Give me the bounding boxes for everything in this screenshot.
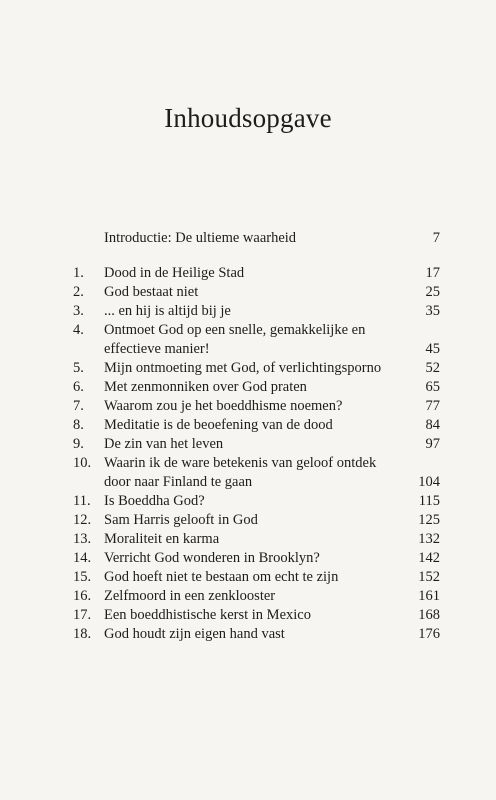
- toc-entry-page: 125: [418, 512, 440, 528]
- toc-entry-page: 142: [418, 550, 440, 566]
- toc-entry-page: 52: [425, 360, 440, 376]
- toc-entry-page: 132: [418, 531, 440, 547]
- toc-entry-title-line: Verricht God wonderen in Brooklyn?: [104, 550, 320, 566]
- toc-entry: [73, 511, 440, 530]
- toc-entry-number: 17.: [73, 607, 92, 623]
- toc-entry-title-line: Sam Harris gelooft in God: [104, 512, 258, 528]
- toc-entry-number: 16.: [73, 588, 92, 604]
- toc-entry-page: 84: [425, 417, 440, 433]
- toc-entry-title-line: Waarom zou je het boeddhisme noemen?: [104, 398, 343, 414]
- toc-entry-title: [104, 625, 404, 644]
- toc-entry-number: 11.: [73, 493, 91, 509]
- toc-entry-number: 7.: [73, 398, 84, 414]
- toc-entry-number: 5.: [73, 360, 84, 376]
- toc-entry-title: [104, 568, 404, 587]
- toc-entry-title: [104, 359, 404, 378]
- toc-entry-title-line: Mijn ontmoeting met God, of verlichtingsporno: [104, 360, 382, 376]
- toc-entry-page: 152: [418, 569, 440, 585]
- toc-entry-title: [104, 511, 404, 530]
- toc-entry: [73, 587, 440, 606]
- toc-entry: [73, 302, 440, 321]
- toc-entry-title: [104, 435, 404, 454]
- toc-entry-title: [104, 549, 404, 568]
- toc-entry-title-line: Is Boeddha God?: [104, 493, 205, 509]
- toc-entry-number: 15.: [73, 569, 92, 585]
- toc-entry-title-line: effectieve manier!: [104, 341, 210, 357]
- page-title: Inhoudsopgave: [164, 103, 332, 133]
- toc-entry-title: [104, 454, 404, 492]
- toc-entry-title-line: Waarin ik de ware betekenis van geloof ontdek: [104, 455, 377, 471]
- toc-entry-title: [104, 492, 404, 511]
- toc-entry-title-line: Ontmoet God op een snelle, gemakkelijke en: [104, 322, 366, 338]
- toc-intro-entry: [104, 229, 440, 248]
- toc-entry-title-line: De zin van het leven: [104, 436, 224, 452]
- toc-entry-title: [104, 378, 404, 397]
- toc-entry-page: 45: [425, 341, 440, 357]
- toc-entry: [73, 359, 440, 378]
- toc-entry: [73, 492, 440, 511]
- toc-entry-number: 3.: [73, 303, 84, 319]
- toc-entry-title: [104, 283, 404, 302]
- toc-entry: [73, 568, 440, 587]
- toc-entry-number: 4.: [73, 322, 84, 338]
- toc-intro-title: Introductie: De ultieme waarheid: [104, 230, 297, 246]
- toc-entry-title-line: Zelfmoord in een zenklooster: [104, 588, 276, 604]
- toc-entry-title: [104, 397, 404, 416]
- toc-entry-title: [104, 302, 404, 321]
- toc-entry-title-line: Een boeddhistische kerst in Mexico: [104, 607, 311, 623]
- toc-entry-number: 8.: [73, 417, 84, 433]
- toc-intro-page: 7: [432, 230, 440, 246]
- toc-entry-number: 13.: [73, 531, 92, 547]
- toc-entry-page: 97: [425, 436, 440, 452]
- toc-entry-title: [104, 321, 404, 359]
- toc-entry-title: [104, 587, 404, 606]
- toc-entry: [73, 283, 440, 302]
- toc-entry: [73, 549, 440, 568]
- toc-entry-number: 10.: [73, 455, 92, 471]
- toc-entry-number: 18.: [73, 626, 92, 642]
- toc-entry-page: 104: [418, 474, 440, 490]
- toc-entry-title-line: God bestaat niet: [104, 284, 199, 300]
- toc-entry-title-line: God hoeft niet te bestaan om echt te zijn: [104, 569, 339, 585]
- toc-entry: [73, 378, 440, 397]
- toc-entry-page: 168: [418, 607, 440, 623]
- toc-entry: [73, 321, 440, 359]
- toc-entry-page: 35: [425, 303, 440, 319]
- toc-entry-page: 77: [425, 398, 440, 414]
- toc-entry-title: [104, 264, 404, 283]
- toc-entry-page: 115: [418, 493, 440, 509]
- toc-entry-title-line: Met zenmonniken over God praten: [104, 379, 307, 395]
- toc-entry-title-line: Meditatie is de beoefening van de dood: [104, 417, 333, 433]
- toc-entry-number: 12.: [73, 512, 92, 528]
- toc-entry: [73, 264, 440, 283]
- toc-entry-title-line: Moraliteit en karma: [104, 531, 220, 547]
- toc-entry-title-line: door naar Finland te gaan: [104, 474, 253, 490]
- toc-entry-title-line: ... en hij is altijd bij je: [104, 303, 231, 319]
- toc-entry-title-line: God houdt zijn eigen hand vast: [104, 626, 285, 642]
- toc-entry: [73, 530, 440, 549]
- table-of-contents: [73, 264, 440, 644]
- toc-entry-title: [104, 606, 404, 625]
- toc-entry: [73, 416, 440, 435]
- toc-entry-page: 25: [425, 284, 440, 300]
- toc-entry: [73, 606, 440, 625]
- toc-entry: [73, 625, 440, 644]
- toc-entry-page: 65: [425, 379, 440, 395]
- toc-entry-page: 17: [425, 265, 440, 281]
- toc-entry-title: [104, 530, 404, 549]
- toc-entry-number: 1.: [73, 265, 84, 281]
- toc-entry-title: [104, 416, 404, 435]
- toc-entry-number: 2.: [73, 284, 84, 300]
- toc-entry-number: 6.: [73, 379, 84, 395]
- toc-entry-number: 14.: [73, 550, 92, 566]
- toc-entry-title-line: Dood in de Heilige Stad: [104, 265, 245, 281]
- toc-entry: [73, 435, 440, 454]
- toc-entry-number: 9.: [73, 436, 84, 452]
- toc-entry: [73, 397, 440, 416]
- toc-entry: [73, 454, 440, 492]
- toc-entry-page: 176: [418, 626, 440, 642]
- toc-entry-page: 161: [418, 588, 440, 604]
